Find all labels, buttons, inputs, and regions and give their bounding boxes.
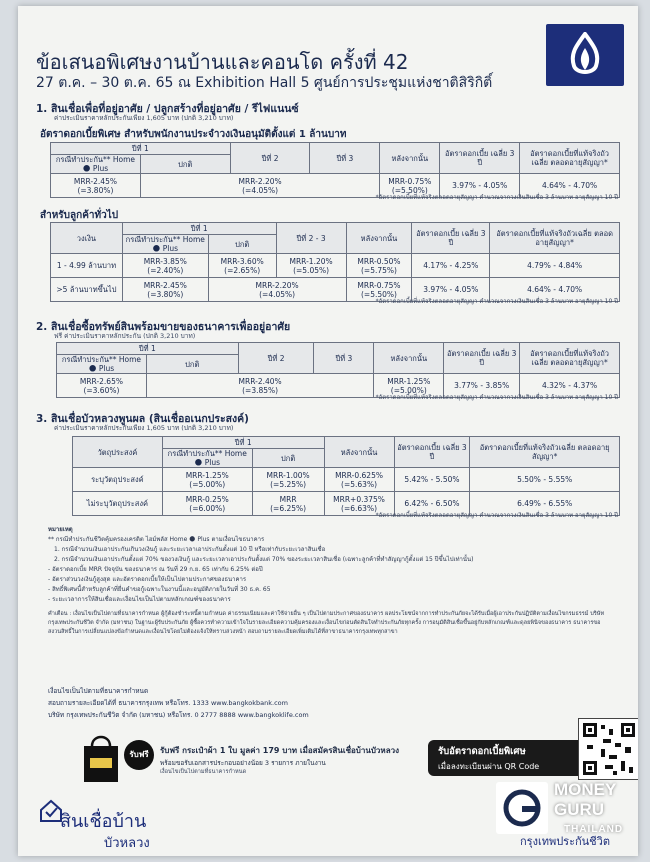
- th-after: หลังจากนั้น: [346, 223, 412, 254]
- rate-cell: MRR-0.75% (=5.50%): [346, 278, 412, 302]
- th-avg: อัตราดอกเบี้ย เฉลี่ย 3 ปี: [394, 437, 470, 468]
- th-year2: ปีที่ 2: [230, 143, 310, 174]
- section2-heading: 2. สินเชื่อซื้อทรัพย์สินพร้อมขายของธนาคารเพื่ออยู่อาศัย: [36, 321, 291, 333]
- bangkok-bank-logo: [546, 24, 624, 86]
- th-normal: ปกติ: [140, 155, 230, 174]
- table-general-rates: [50, 222, 620, 302]
- th-effective: อัตราดอกเบี้ยที่แท้จริงถัวเฉลี่ย ตลอดอายุสัญญา*: [520, 343, 620, 374]
- moneyguru-watermark: [496, 778, 642, 854]
- section1-heading: 1. สินเชื่อเพื่อที่อยู่อาศัย / ปลูกสร้างที่อยู่อาศัย / รีไฟแนนซ์: [36, 103, 299, 115]
- rate-cell: MRR-2.20% (=4.05%): [208, 278, 346, 302]
- th-limit: วงเงิน: [51, 223, 123, 254]
- rate-cell: MRR-2.45% (=3.80%): [122, 278, 208, 302]
- promo-line: เงื่อนไขเป็นไปตามที่ธนาคารกำหนด: [160, 769, 247, 775]
- tote-bag-icon: [80, 732, 122, 784]
- th-year23: ปีที่ 2 - 3: [276, 223, 346, 254]
- effective-cell: 4.79% - 4.84%: [490, 254, 620, 278]
- qr-callout-sub: เมื่อลงทะเบียนผ่าน QR Code: [438, 762, 540, 771]
- th-year1: ปีที่ 1: [122, 223, 276, 235]
- th-effective: อัตราดอกเบี้ยที่แท้จริงถัวเฉลี่ย ตลอดอายุสัญญา*: [520, 143, 620, 174]
- th-insured: กรณีทำประกัน** Home 🌑 Plus: [51, 155, 141, 174]
- avg-cell: 6.42% - 6.50%: [394, 492, 470, 516]
- footnote-line: 1. กรณีจำนวนเงินเอาประกันเกินวงเงินกู้ และระยะเวลาเอาประกันตั้งแต่ 10 ปี หรือเท่ากับระยะเวลาสินเชื่อ: [54, 546, 326, 553]
- rate-cell: MRR-1.20% (=5.05%): [276, 254, 346, 278]
- section3-fee-note: ค่าประเมินราคาหลักประกันเพียง 1,605 บาท (ปกติ 3,210 บาท): [54, 424, 234, 432]
- brand-home-loan: สินเชื่อบ้าน: [60, 811, 147, 832]
- th-year3: ปีที่ 3: [314, 343, 374, 374]
- th-avg: อัตราดอกเบี้ย เฉลี่ย 3 ปี: [440, 143, 520, 174]
- avg-cell: 3.97% - 4.05%: [440, 174, 520, 198]
- contact-line: เงื่อนไขเป็นไปตามที่ธนาคารกำหนด: [48, 687, 149, 695]
- th-after: หลังจากนั้น: [324, 437, 394, 468]
- free-badge: รับฟรี: [124, 740, 154, 770]
- limit-cell: 1 - 4.99 ล้านบาท: [51, 254, 123, 278]
- rate-cell: MRR-3.85% (=2.40%): [122, 254, 208, 278]
- promo-line: รับฟรี กระเป๋าผ้า 1 ใบ มูลค่า 179 บาท เมื่อสมัครสินเชื่อบ้านบัวหลวง: [160, 746, 399, 755]
- rate-cell: MRR-2.40% (=3.85%): [146, 374, 373, 398]
- money-guru-icon: [496, 782, 548, 834]
- section1-note-b: *อัตราดอกเบี้ยที่แท้จริงตลอดอายุสัญญา คำนวณจากวงเงินสินเชื่อ 3 ล้านบาท อายุสัญญา 10 ปี: [375, 298, 618, 305]
- rate-cell: MRR (=6.25%): [252, 492, 324, 516]
- th-effective: อัตราดอกเบี้ยที่แท้จริงถัวเฉลี่ย ตลอดอายุสัญญา*: [470, 437, 620, 468]
- th-normal: ปกติ: [252, 449, 324, 468]
- rate-cell: MRR-3.60% (=2.65%): [208, 254, 276, 278]
- section2-fee-note: ฟรี ค่าประเมินราคาหลักประกัน (ปกติ 3,210 บาท): [54, 332, 196, 340]
- rate-cell: MRR-1.00% (=5.25%): [252, 468, 324, 492]
- th-year2: ปีที่ 2: [238, 343, 314, 374]
- th-avg: อัตราดอกเบี้ย เฉลี่ย 3 ปี: [412, 223, 490, 254]
- footnote-line: - อัตราดอกเบี้ย MRR ปัจจุบัน ของธนาคาร ณ วันที่ 29 ก.ย. 65 เท่ากับ 6.25% ต่อปี: [48, 566, 263, 573]
- avg-cell: 3.77% - 3.85%: [444, 374, 520, 398]
- rate-cell: MRR-2.45% (=3.80%): [51, 174, 141, 198]
- effective-cell: 4.32% - 4.37%: [520, 374, 620, 398]
- rate-cell: MRR-0.50% (=5.75%): [346, 254, 412, 278]
- table-multipurpose-rates: [72, 436, 620, 516]
- qr-code-icon[interactable]: [578, 718, 638, 780]
- disclaimer-paragraph: คำเตือน : เงื่อนไขเป็นไปตามที่ธนาคารกำหนด ผู้กู้ต้องชำระหนี้ตามกำหนด ค่าธรรมเนียมและค่าใช้จ่ายอื่น ๆ เป็นไปตามประกาศของธนาคาร ผลประโยชน์จากการทำประกันภัยจะได้รับเมื่อผู้เอาประกันปฏิบัติตามเงื่อนไขกรมธรรม์ บริษัท กรุงเทพประกันชีวิต จำกัด (มหาชน) ในฐานะผู้รับประกันภัย ผู้ซื้อควรทำความเข้าใจในรายละเอียดความคุ้มครองและเงื่อนไขก่อนตัดสินใจทำประกันภัยทุกครั้ง การอนุมัติสินเชื่อขึ้นอยู่กับหลักเกณฑ์และดุลยพินิจของธนาคาร ธนาคารขอสงวนสิทธิ์ในการเปลี่ยนแปลงข้อกำหนดและเงื่อนไขโดยไม่ต้องแจ้งให้ทราบล่วงหน้า สอบถามรายละเอียดเพิ่มเติมได้ที่สาขาธนาคารกรุงเทพทุกสาขา: [48, 611, 605, 635]
- watermark-logo: [496, 782, 548, 834]
- th-avg: อัตราดอกเบี้ย เฉลี่ย 3 ปี: [444, 343, 520, 374]
- watermark-word: MONEY: [554, 780, 617, 799]
- section3-heading: 3. สินเชื่อบัวหลวงพูนผล (สินเชื่ออเนกประสงค์): [36, 413, 249, 425]
- th-year3: ปีที่ 3: [310, 143, 380, 174]
- footnote-line: - อัตราส่วนวงเงินกู้สูงสุด และอัตราดอกเบี้ยให้เป็นไปตามประกาศของธนาคาร: [48, 576, 247, 583]
- table-row: [73, 468, 620, 492]
- avg-cell: 4.17% - 4.25%: [412, 254, 490, 278]
- th-year1: ปีที่ 1: [51, 143, 231, 155]
- event-subtitle: 27 ต.ค. – 30 ต.ค. 65 ณ Exhibition Hall 5 ศูนย์การประชุมแห่งชาติสิริกิติ์: [36, 75, 493, 91]
- th-effective: อัตราดอกเบี้ยที่แท้จริงถัวเฉลี่ย ตลอดอายุสัญญา*: [490, 223, 620, 254]
- rate-cell: MRR-1.25% (=5.00%): [374, 374, 444, 398]
- lotus-icon: [568, 32, 602, 78]
- th-insured: กรณีทำประกัน** Home 🌑 Plus: [122, 235, 208, 254]
- promo-line: พร้อมขอรับเอกสารประกอบอย่างน้อย 3 รายการ ภายในงาน: [160, 759, 326, 767]
- th-year1: ปีที่ 1: [57, 343, 239, 355]
- effective-cell: 4.64% - 4.70%: [490, 278, 620, 302]
- effective-cell: 5.50% - 5.55%: [470, 468, 620, 492]
- section1-note-a: *อัตราดอกเบี้ยที่แท้จริงตลอดอายุสัญญา คำนวณจากวงเงินสินเชื่อ 3 ล้านบาท อายุสัญญา 10 ปี: [375, 194, 618, 201]
- brand-bualuang: บัวหลวง: [104, 836, 150, 851]
- section1-sub-b: สำหรับลูกค้าทั่วไป: [40, 210, 119, 221]
- rate-cell: MRR+0.375% (=6.63%): [324, 492, 394, 516]
- brand-bangkok-life: กรุงเทพประกันชีวิต: [520, 835, 610, 848]
- watermark-word: THAILAND: [564, 824, 624, 835]
- th-insured: กรณีทำประกัน** Home 🌑 Plus: [162, 449, 252, 468]
- th-after: หลังจากนั้น: [380, 143, 440, 174]
- contact-line: สอบถามรายละเอียดได้ที่ ธนาคารกรุงเทพ หรือโทร. 1333 www.bangkokbank.com: [48, 699, 288, 707]
- purpose-cell: ระบุวัตถุประสงค์: [73, 468, 163, 492]
- section3-note: *อัตราดอกเบี้ยที่แท้จริงตลอดอายุสัญญา คำนวณจากวงเงินสินเชื่อ 3 ล้านบาท อายุสัญญา 10 ปี: [375, 512, 618, 519]
- rate-cell: MRR-0.25% (=6.00%): [162, 492, 252, 516]
- footnote-line: 2. กรณีจำนวนเงินเอาประกันตั้งแต่ 70% ของวงเงินกู้ และระยะเวลาเอาประกันตั้งแต่ 70% ของระยะเวลาสินเชื่อ (เฉพาะลูกค้าที่ทำสัญญากู้ตั้งแต่ 15 ปีขึ้นไปเท่านั้น): [54, 556, 474, 563]
- effective-cell: 4.64% - 4.70%: [520, 174, 620, 198]
- footnote-line: ** กรณีทำประกันชีวิตคุ้มครองเครดิต ไฮม์พลัส Home 🌑 Plus ตามเงื่อนไขธนาคาร: [48, 536, 265, 543]
- footnote-heading: หมายเหตุ: [48, 526, 73, 533]
- rate-cell: MRR-0.625% (=5.63%): [324, 468, 394, 492]
- section2-note: *อัตราดอกเบี้ยที่แท้จริงตลอดอายุสัญญา คำนวณจากวงเงินสินเชื่อ 3 ล้านบาท อายุสัญญา 10 ปี: [375, 394, 618, 401]
- qr-callout: [428, 740, 588, 776]
- page-title: ข้อเสนอพิเศษงานบ้านและคอนโด ครั้งที่ 42: [36, 50, 409, 74]
- section1-sub-a: อัตราดอกเบี้ยพิเศษ สำหรับพนักงานประจำวงเงินอนุมัติตั้งแต่ 1 ล้านบาท: [40, 129, 347, 140]
- th-normal: ปกติ: [146, 355, 238, 374]
- th-insured: กรณีทำประกัน** Home 🌑 Plus: [57, 355, 147, 374]
- rate-cell: MRR-1.25% (=5.00%): [162, 468, 252, 492]
- avg-cell: 3.97% - 4.05%: [412, 278, 490, 302]
- qr-callout-title: รับอัตราดอกเบี้ยพิเศษ: [438, 746, 526, 757]
- section1-fee-note: ค่าประเมินราคาหลักประกันเพียง 1,605 บาท (ปกติ 3,210 บาท): [54, 114, 234, 122]
- watermark-word: GURU: [554, 800, 605, 819]
- th-year1: ปีที่ 1: [162, 437, 324, 449]
- avg-cell: 5.42% - 5.50%: [394, 468, 470, 492]
- flyer-sheet: [18, 6, 638, 856]
- rate-cell: MRR-0.75% (=5.50%): [380, 174, 440, 198]
- rate-cell: MRR-2.65% (=3.60%): [57, 374, 147, 398]
- rate-cell: MRR-2.20% (=4.05%): [140, 174, 379, 198]
- th-purpose: วัตถุประสงค์: [73, 437, 163, 468]
- th-normal: ปกติ: [208, 235, 276, 254]
- table-npa-rates: [56, 342, 620, 398]
- footnote-line: - สิทธิ์พิเศษนี้สำหรับลูกค้าที่ยื่นคำขอกู้เฉพาะในงานนี้และอนุมัติภายในวันที่ 30 ธ.ค. 65: [48, 586, 271, 593]
- table-employee-rates: [50, 142, 620, 198]
- effective-cell: 6.49% - 6.55%: [470, 492, 620, 516]
- contact-line: บริษัท กรุงเทพประกันชีวิต จำกัด (มหาชน) หรือโทร. 0 2777 8888 www.bangkoklife.com: [48, 711, 309, 719]
- purpose-cell: ไม่ระบุวัตถุประสงค์: [73, 492, 163, 516]
- footnote-line: - ระยะเวลาการให้สินเชื่อและเงื่อนไขเป็นไปตามหลักเกณฑ์ของธนาคาร: [48, 596, 231, 603]
- th-after: หลังจากนั้น: [374, 343, 444, 374]
- limit-cell: >5 ล้านบาทขึ้นไป: [51, 278, 123, 302]
- table-row: [51, 254, 620, 278]
